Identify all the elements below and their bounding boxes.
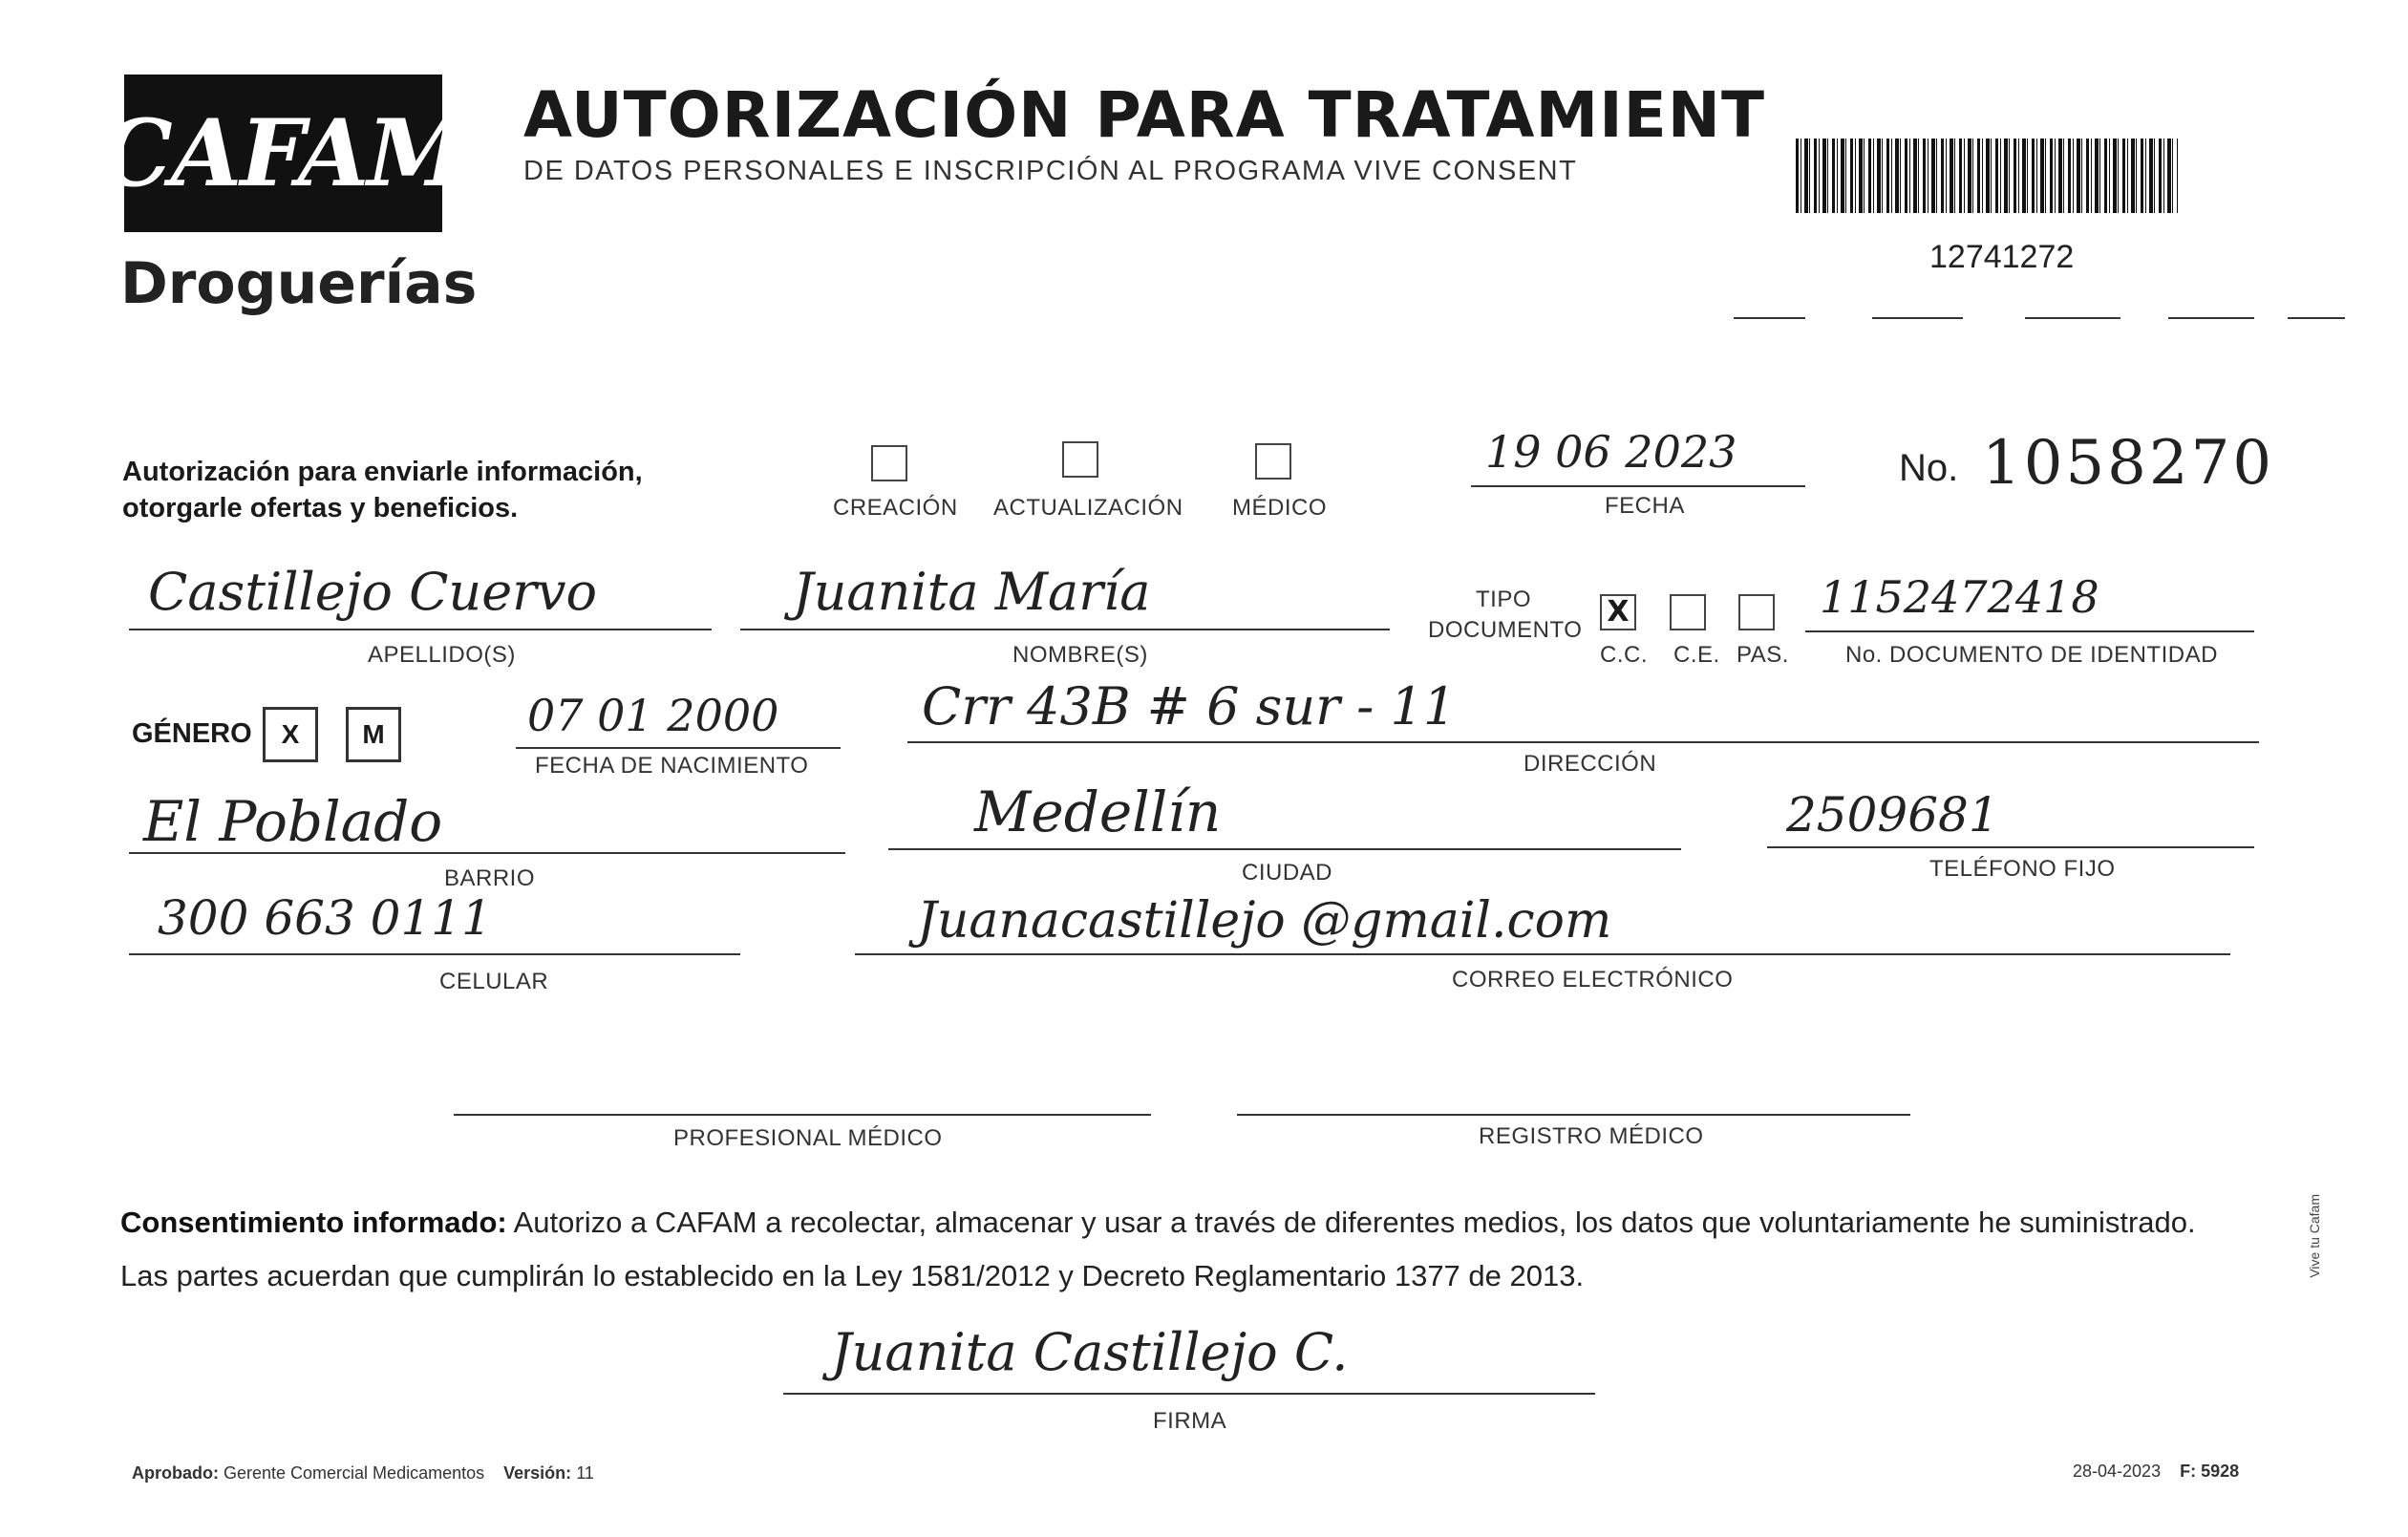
direccion-line (907, 741, 2259, 743)
correo-line (855, 953, 2230, 955)
aprobado-value: Gerente Comercial Medicamentos (224, 1463, 485, 1483)
tipo-label-2: DOCUMENTO (1428, 617, 1583, 643)
barcode (1796, 139, 2178, 213)
nombres-label: NOMBRE(S) (1012, 642, 1148, 668)
correo-label: CORREO ELECTRÓNICO (1452, 967, 1734, 993)
signature-label: FIRMA (1153, 1408, 1227, 1434)
side-vertical-text: Vive tu Cafam (2307, 1194, 2322, 1278)
document-title: AUTORIZACIÓN PARA TRATAMIENT (523, 78, 1766, 152)
direccion-value[interactable]: Crr 43B # 6 sur - 11 (922, 676, 1457, 736)
signature-line (783, 1393, 1595, 1395)
celular-value[interactable]: 300 663 0111 (158, 890, 492, 946)
aprobado-label: Aprobado: (132, 1463, 219, 1483)
nacimiento-label: FECHA DE NACIMIENTO (535, 753, 809, 779)
signature-value[interactable]: Juanita Castillejo C. (831, 1322, 1349, 1382)
genero-m-checkbox[interactable]: M (346, 707, 401, 762)
documento-value[interactable]: 1152472418 (1820, 571, 2099, 623)
creacion-checkbox[interactable] (871, 445, 907, 481)
footer-approved (132, 1463, 594, 1484)
genero-f-checkbox[interactable]: X (263, 707, 318, 762)
document-subtitle: DE DATOS PERSONALES E INSCRIPCIÓN AL PROGRAMA VIVE CONSENT (523, 156, 1578, 186)
barcode-number: 12741272 (1929, 239, 2075, 275)
consent-text-1: Autorizo a CAFAM a recolectar, almacenar y usar a través de diferentes medios, los datos que voluntariamente he suministrado. (506, 1206, 2196, 1239)
auth-heading-line1: Autorización para enviarle información, (122, 457, 643, 487)
actualizacion-checkbox[interactable] (1062, 441, 1098, 478)
divider (2025, 317, 2120, 319)
pas-checkbox[interactable] (1738, 594, 1775, 630)
cc-checkbox[interactable]: X (1600, 594, 1636, 630)
fecha-value[interactable]: 19 06 2023 (1485, 426, 1737, 478)
telefono-label: TELÉFONO FIJO (1929, 856, 2116, 882)
genero-label: GÉNERO (132, 718, 252, 749)
correo-value[interactable]: Juanacastillejo @gmail.com (917, 892, 1612, 950)
brand-subtitle: Droguerías (120, 250, 478, 317)
telefono-line (1767, 846, 2254, 848)
ce-checkbox[interactable] (1670, 594, 1706, 630)
apellidos-label: APELLIDO(S) (368, 642, 516, 668)
logo-text: CAFAM (99, 99, 467, 207)
medico-label: MÉDICO (1232, 495, 1327, 521)
registro-label: REGISTRO MÉDICO (1479, 1123, 1704, 1149)
version-value: 11 (576, 1463, 594, 1483)
nacimiento-line (516, 747, 841, 749)
telefono-value[interactable]: 2509681 (1786, 787, 1999, 843)
celular-label: CELULAR (439, 969, 549, 994)
medico-checkbox[interactable] (1255, 443, 1291, 480)
cafam-logo (99, 75, 467, 232)
apellidos-value[interactable]: Castillejo Cuervo (148, 562, 597, 622)
apellidos-line (129, 629, 712, 630)
profesional-line (454, 1114, 1151, 1116)
divider (2168, 317, 2254, 319)
ciudad-label: CIUDAD (1242, 860, 1333, 886)
nombres-value[interactable]: Juanita María (793, 562, 1151, 622)
barrio-line (129, 852, 845, 854)
registro-line (1237, 1114, 1910, 1116)
auth-heading-line2: otorgarle ofertas y beneficios. (122, 493, 519, 523)
nacimiento-value[interactable]: 07 01 2000 (527, 690, 779, 741)
divider (1872, 317, 1963, 319)
fecha-line (1471, 485, 1805, 487)
pas-label: PAS. (1737, 642, 1789, 668)
consent-text-2: Las partes acuerdan que cumplirán lo establecido en la Ley 1581/2012 y Decreto Reglamentario 1377 de 2013. (120, 1259, 1585, 1292)
divider (1734, 317, 1805, 319)
tipo-label-1: TIPO (1476, 587, 1532, 612)
documento-line (1805, 630, 2254, 632)
nombres-line (740, 629, 1390, 630)
footer-code: F: 5928 (2180, 1462, 2240, 1481)
consent-lead: Consentimiento informado: (120, 1206, 507, 1239)
actualizacion-label: ACTUALIZACIÓN (993, 495, 1183, 521)
consent-text (120, 1196, 2279, 1303)
fecha-label: FECHA (1605, 493, 1685, 519)
cc-label: C.C. (1600, 642, 1648, 668)
footer-date: 28-04-2023 (2073, 1462, 2162, 1481)
ciudad-line (888, 848, 1681, 850)
documento-label: No. DOCUMENTO DE IDENTIDAD (1845, 642, 2218, 668)
profesional-label: PROFESIONAL MÉDICO (673, 1125, 943, 1151)
version-label: Versión: (503, 1463, 572, 1483)
ciudad-value[interactable]: Medellín (974, 779, 1222, 844)
footer-right (2073, 1462, 2239, 1482)
barrio-value[interactable]: El Poblado (143, 789, 443, 854)
divider (2288, 317, 2345, 319)
form-number-value: 1058270 (1982, 428, 2275, 499)
barrio-label: BARRIO (444, 865, 536, 891)
direccion-label: DIRECCIÓN (1524, 751, 1657, 777)
creacion-label: CREACIÓN (833, 495, 958, 521)
celular-line (129, 953, 740, 955)
form-number-label: No. (1899, 447, 1959, 489)
ce-label: C.E. (1673, 642, 1720, 668)
